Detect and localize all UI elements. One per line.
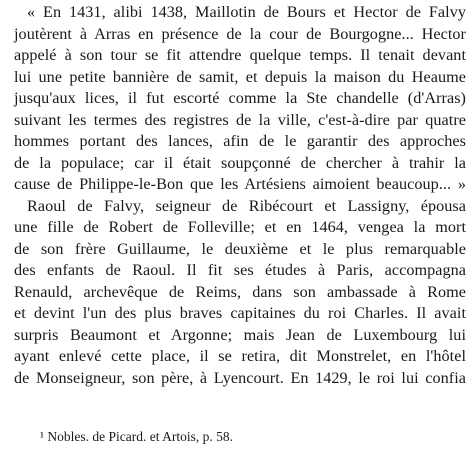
text-line: joutèrent à Arras en présence de la cour de Bourgogne... Hector bbox=[14, 24, 466, 43]
text-line: suivant les termes des registres de la ville, c'est-à-dire par quatre bbox=[14, 110, 466, 129]
text-line: « En 1431, alibi 1438, Maillotin de Bours et Hector de Falvy bbox=[27, 3, 466, 21]
text-line: Raoul de Falvy, seigneur de Ribécourt et Lassigny, épousa bbox=[27, 196, 466, 215]
text-line: hommes portant des lances, afin de le garantir des approches bbox=[14, 132, 466, 150]
text-line: et devint l'un des plus braves capitaines du roi Charles. Il avait bbox=[14, 304, 466, 322]
footnote: ¹ Nobles. de Picard. et Artois, p. 58. bbox=[40, 429, 234, 444]
text-line: de Monseigneur, son père, à Lyencourt. En 1429, le roi lui confia bbox=[14, 368, 466, 387]
text-line: surpris Beaumont et Argonne; mais Jean de Luxembourg lui bbox=[14, 325, 466, 344]
text-line: une fille de Robert de Folleville; et en 1464, vengea la mort bbox=[14, 218, 466, 236]
text-line: ayant enlevé cette place, il se retira, dit Monstrelet, en l'hôtel bbox=[14, 347, 466, 365]
text-line: de son frère Guillaume, le deuxième et le plus remarquable bbox=[14, 239, 466, 258]
text-line: cause de Philippe-le-Bon que les Artésiens aimoient beaucoup... » bbox=[14, 175, 466, 193]
text-line: appelé à son tour se fit attendre quelque temps. Il tenait devant bbox=[14, 46, 466, 64]
paragraph-quote bbox=[14, 2, 466, 196]
text-line: jusqu'aux lices, il fut escorté comme la Ste chandelle (d'Arras) bbox=[14, 89, 466, 107]
text-line: des enfants de Raoul. Il fit ses études à Paris, accompagna bbox=[14, 261, 466, 279]
text-line: de la populace; car il était soupçonné de chercher à trahir la bbox=[14, 153, 466, 172]
paragraph-raoul bbox=[14, 196, 466, 390]
text-line: Renauld, archevêque de Reims, dans son ambassade à Rome bbox=[14, 282, 466, 301]
text-line: lui une petite bannière de samit, et depuis la maison du Heaume bbox=[14, 67, 466, 86]
body-text bbox=[14, 2, 466, 389]
